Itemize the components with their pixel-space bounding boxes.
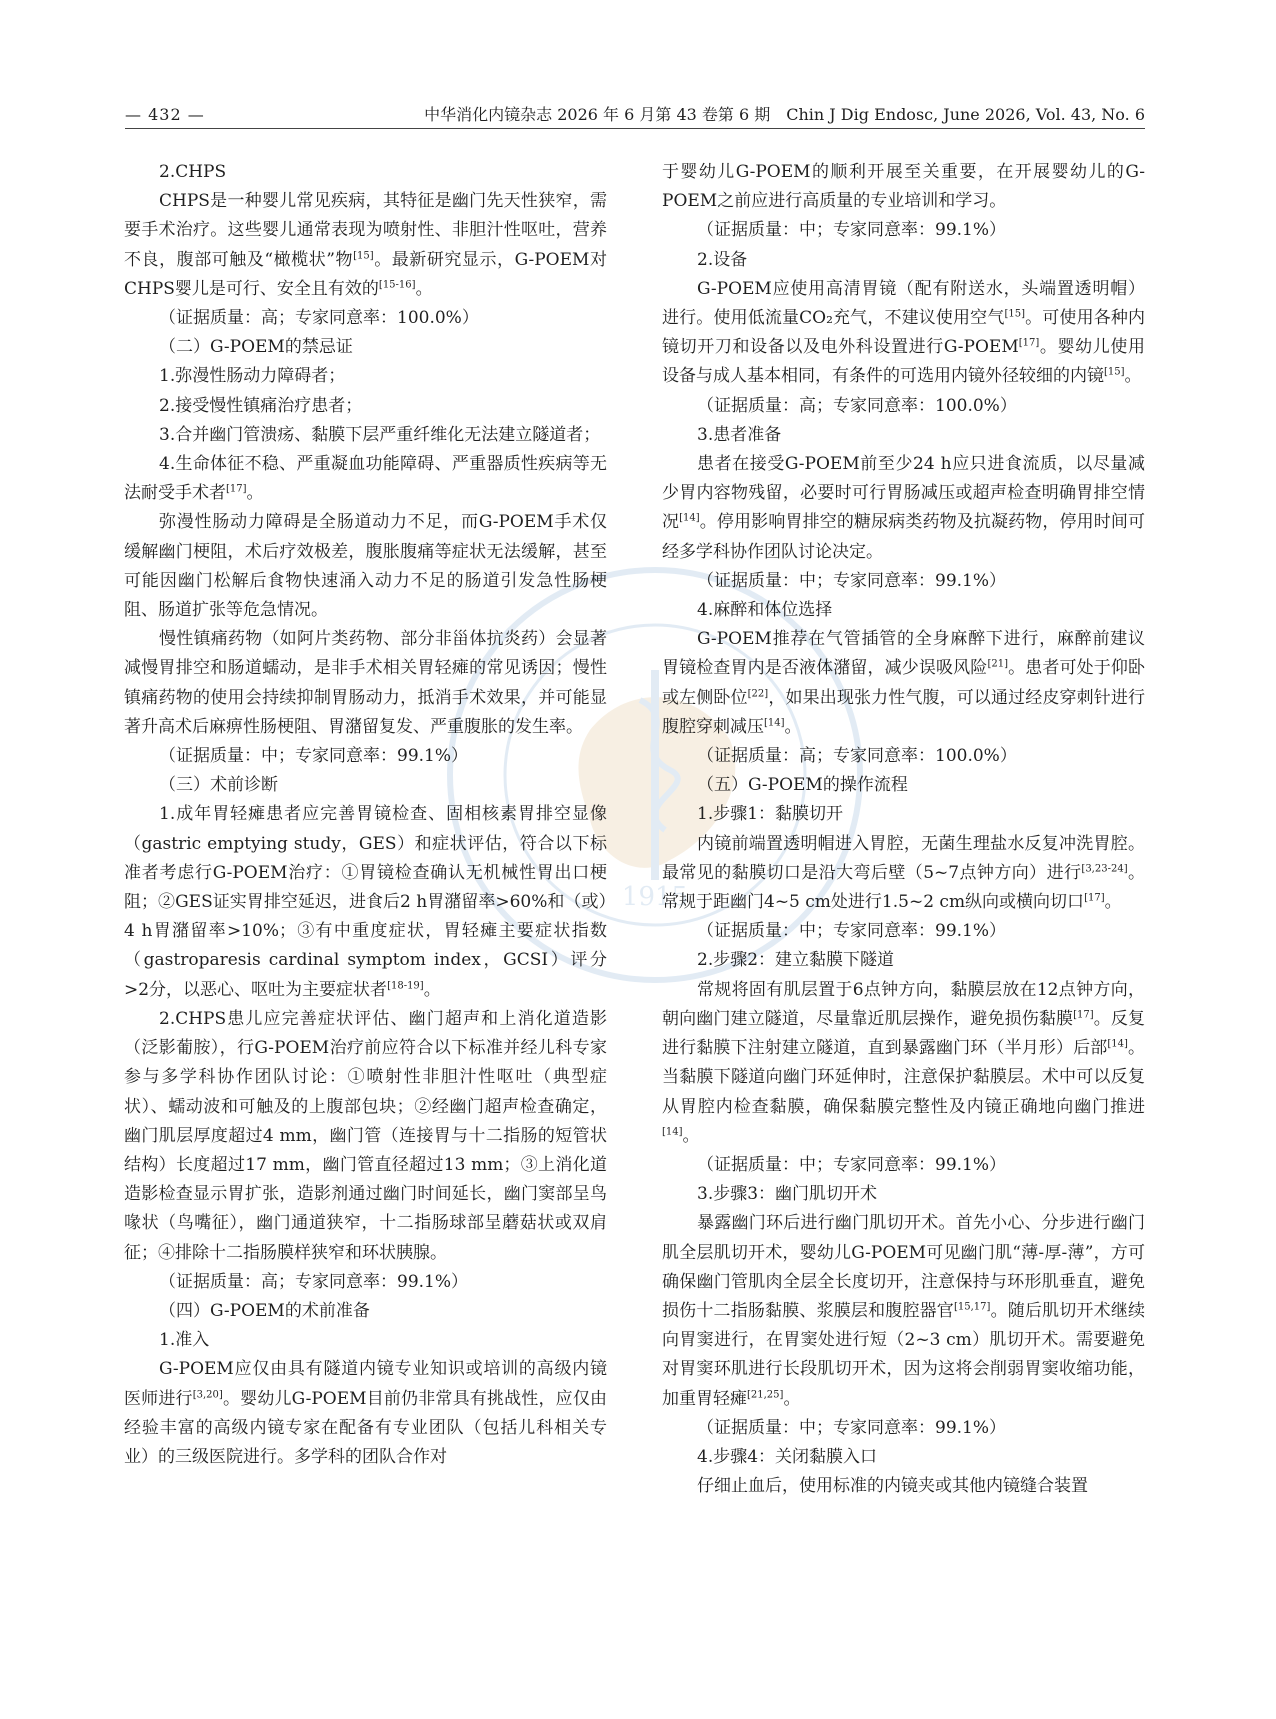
paragraph-text: （证据质量：高；专家同意率：100.0%）	[697, 395, 1017, 416]
paragraph	[662, 246, 1145, 275]
citation-ref: [14]	[662, 1126, 683, 1138]
paragraph	[662, 1180, 1145, 1209]
citation-ref: [17]	[1084, 892, 1105, 904]
paragraph	[124, 187, 607, 304]
paragraph-text: G-POEM应仅由具有隧道内镜专业知识或培训的高级内镜医师进行	[124, 1359, 607, 1409]
paragraph	[124, 392, 607, 421]
paragraph-text: （三）术前诊断	[159, 775, 278, 796]
paragraph-text: 3.步骤3：幽门肌切开术	[697, 1184, 878, 1205]
paragraph	[662, 392, 1145, 421]
paragraph	[662, 421, 1145, 450]
paragraph-text: （证据质量：中；专家同意率：99.1%）	[697, 1417, 1007, 1438]
paragraph	[124, 800, 607, 1004]
paragraph	[662, 158, 1145, 216]
paragraph-text: 。婴幼儿使用设备与成人基本相同，有条件的可选用内镜外径较细的内镜	[662, 337, 1145, 387]
paragraph-text: 2.设备	[697, 249, 748, 270]
right-column	[662, 158, 1145, 1658]
citation-ref: [17]	[1018, 337, 1040, 349]
paragraph-text: 弥漫性肠动力障碍是全肠道动力不足，而G-POEM手术仅缓解幽门梗阻，术后疗效极差，腹胀腹痛等症状无法缓解，甚至可能因幽门松解后食物快速涌入动力不足的肠道引发急性肠梗阻、肠道扩张等危急情况。	[124, 512, 607, 621]
paragraph-text: 4.生命体征不稳、严重凝血功能障碍、严重器质性疾病等无法耐受手术者	[124, 454, 607, 504]
left-column	[124, 158, 607, 1658]
paragraph	[124, 742, 607, 771]
paragraph-text: G-POEM推荐在气管插管的全身麻醉下进行，麻醉前建议胃镜检查胃内是否液体潴留，减少误吸风险	[662, 629, 1145, 679]
paragraph	[124, 362, 607, 391]
paragraph-text: 慢性镇痛药物（如阿片类药物、部分非甾体抗炎药）会显著减慢胃排空和肠道蠕动，是非手术相关胃轻瘫的常见诱因；慢性镇痛药物的使用会持续抑制胃肠动力，抵消手术效果，并可能显著升高术后麻痹性肠梗阻、胃潴留复发、严重腹胀的发生率。	[124, 629, 607, 737]
paragraph-text: （证据质量：中；专家同意率：99.1%）	[697, 570, 1007, 591]
citation-ref: [15]	[353, 249, 374, 261]
paragraph	[124, 333, 607, 362]
paragraph-text: 。	[783, 1388, 801, 1409]
paragraph	[662, 275, 1145, 392]
paragraph-text: ，如果出现张力性气腹，可以通过经皮穿刺针进行腹腔穿刺减压	[662, 687, 1146, 737]
citation-ref: [14]	[764, 717, 785, 729]
paragraph-text: 于婴幼儿G-POEM的顺利开展至关重要，在开展婴幼儿的G-POEM之前应进行高质量的专业培训和学习。	[662, 162, 1145, 212]
paragraph	[662, 450, 1145, 567]
paragraph	[662, 625, 1145, 742]
paragraph-text: 仔细止血后，使用标准的内镜夹或其他内镜缝合装置	[697, 1476, 1088, 1497]
paragraph-text: 。	[1124, 366, 1142, 387]
citation-ref: [21,25]	[747, 1388, 784, 1400]
paragraph	[124, 421, 607, 450]
paragraph-text: （四）G-POEM的术前准备	[159, 1300, 370, 1321]
paragraph	[124, 1326, 607, 1355]
paragraph-text: 2.CHPS患儿应完善症状评估、幽门超声和上消化道造影（泛影葡胺），行G-POEM治疗前应符合以下标准并经儿科专家参与多学科协作团队讨论：①喷射性非胆汁性呕吐（典型症状）、蠕动波和可触及的上腹部包块；②经幽门超声检查确定，幽门肌层厚度超过4 mm，幽门管（连接胃与十二指肠的短管状结构）长度超过17 mm，幽门管直径超过13 mm；③上消化道造影检查显示胃扩张，造影剂通过幽门时间延长，幽门窦部呈鸟喙状（鸟嘴征），幽门通道狭窄，十二指肠球部呈蘑菇状或双肩征；④排除十二指肠膜样狭窄和环状胰腺。	[124, 1008, 607, 1263]
paragraph-text: 。	[1104, 892, 1122, 913]
paragraph-text: 。停用影响胃排空的糖尿病类药物及抗凝药物，停用时间可经多学科协作团队讨论决定。	[662, 512, 1146, 562]
paragraph	[662, 946, 1145, 975]
citation-ref: [14]	[679, 512, 700, 524]
paragraph-text: （证据质量：高；专家同意率：100.0%）	[697, 746, 1017, 767]
paragraph	[124, 771, 607, 800]
citation-ref: [15-16]	[378, 279, 416, 291]
citation-ref: [15]	[1004, 308, 1025, 320]
paragraph	[124, 158, 607, 187]
paragraph-text: 2.CHPS	[159, 162, 227, 182]
paragraph-text: 2.接受慢性镇痛治疗患者；	[159, 395, 363, 416]
paragraph-text: 。可使用各种内镜切开刀和设备以及电外科设置进行G-POEM	[662, 308, 1145, 358]
paragraph	[662, 771, 1145, 800]
paragraph-text: CHPS是一种婴儿常见疾病，其特征是幽门先天性狭窄，需要手术治疗。这些婴儿通常表现为喷射性、非胆汁性呕吐，营养不良，腹部可触及“橄榄状”物	[124, 191, 607, 270]
paragraph	[662, 1472, 1145, 1501]
paragraph-text: G-POEM应使用高清胃镜（配有附送水，头端置透明帽）进行。使用低流量CO₂充气，不建议使用空气	[662, 278, 1145, 329]
paragraph-text: （证据质量：高；专家同意率：99.1%）	[159, 1271, 469, 1292]
paragraph-text: 。	[423, 979, 441, 1000]
paragraph-text: 3.患者准备	[697, 424, 782, 445]
paragraph-text: 1.成年胃轻瘫患者应完善胃镜检查、固相核素胃排空显像（gastric emptying study，GES）和症状评估，符合以下标准者考虑行G-POEM治疗：①胃镜检查确认无机械性胃出口梗阻；②GES证实胃排空延迟，进食后2 h胃潴留率>60%和（或）4 h胃潴留率>10%；③有中重度症状，胃轻瘫主要症状指数（gastroparesis cardinal symptom index，GCSI）评分>2分，以恶心、呕吐为主要症状者	[124, 804, 607, 1000]
paragraph-text: （证据质量：中；专家同意率：99.1%）	[159, 746, 469, 767]
citation-ref: [18-19]	[387, 980, 424, 992]
paragraph-text: 4.步骤4：关闭黏膜入口	[697, 1446, 878, 1467]
paragraph	[124, 1268, 607, 1297]
paragraph-text: 2.步骤2：建立黏膜下隧道	[697, 950, 895, 971]
paragraph	[124, 1005, 607, 1268]
paragraph-text: 。常规于距幽门4~5 cm处进行1.5~2 cm纵向或横向切口	[662, 862, 1146, 913]
paragraph-text: （证据质量：高；专家同意率：100.0%）	[159, 308, 479, 329]
paragraph	[662, 567, 1145, 596]
citation-ref: [15,17]	[953, 1301, 991, 1313]
paragraph	[662, 216, 1145, 245]
page-number: — 432 —	[125, 105, 205, 124]
paragraph-text: 。	[415, 278, 433, 299]
paragraph-text: （证据质量：中；专家同意率：99.1%）	[697, 1154, 1007, 1175]
paragraph	[662, 1151, 1145, 1180]
citation-ref: [3,20]	[192, 1388, 223, 1400]
paragraph-text: 1.准入	[159, 1330, 210, 1351]
paragraph	[662, 596, 1145, 625]
paragraph-text: （证据质量：中；专家同意率：99.1%）	[697, 220, 1007, 241]
paragraph	[662, 742, 1145, 771]
paragraph	[662, 917, 1145, 946]
paragraph	[662, 1414, 1145, 1443]
citation-ref: [17]	[1073, 1009, 1094, 1021]
paragraph-text: 。婴幼儿G-POEM目前仍非常具有挑战性，应仅由经验丰富的高级内镜专家在配备有专业团队（包括儿科相关专业）的三级医院进行。多学科的团队合作对	[124, 1388, 607, 1467]
paragraph-text: 1.弥漫性肠动力障碍者；	[159, 366, 346, 387]
paragraph-text: 。最新研究显示，G-POEM对CHPS婴儿是可行、安全且有效的	[124, 249, 607, 299]
paragraph	[124, 304, 607, 333]
paragraph-text: 。反复进行黏膜下注射建立隧道，直到暴露幽门环（半月形）后部	[662, 1008, 1146, 1059]
paragraph-text: 4.麻醉和体位选择	[697, 600, 833, 621]
paragraph-text: 患者在接受G-POEM前至少24 h应只进食流质，以尽量减少胃内容物残留，必要时可行胃肠减压或超声检查明确胃排空情况	[662, 454, 1145, 533]
citation-ref: [17]	[226, 483, 247, 495]
paragraph-text: （五）G-POEM的操作流程	[697, 775, 908, 796]
paragraph-text: 3.合并幽门管溃疡、黏膜下层严重纤维化无法建立隧道者；	[159, 424, 601, 445]
paragraph-text: 内镜前端置透明帽进入胃腔，无菌生理盐水反复冲洗胃腔。最常见的黏膜切口是沿大弯后壁（5~7点钟方向）进行	[662, 833, 1145, 883]
paragraph-text: 。随后肌切开术继续向胃窦进行，在胃窦处进行短（2~3 cm）肌切开术。需要避免对胃窦环肌进行长段肌切开术，因为这将会削弱胃窦收缩功能，加重胃轻瘫	[662, 1300, 1146, 1409]
citation-ref: [22]	[747, 688, 769, 699]
paragraph	[662, 976, 1145, 1151]
citation-ref: [15]	[1104, 366, 1125, 378]
running-header	[125, 100, 1145, 130]
paragraph	[662, 1443, 1145, 1472]
citation-ref: [21]	[987, 658, 1008, 670]
journal-citation: 中华消化内镜杂志 2026 年 6 月第 43 卷第 6 期 Chin J Dig Endosc, June 2026, Vol. 43, No. 6	[424, 105, 1145, 124]
paragraph	[662, 1209, 1145, 1413]
header-rule	[125, 128, 1145, 129]
paragraph-text: （证据质量：中；专家同意率：99.1%）	[697, 921, 1007, 942]
paragraph-text: 1.步骤1：黏膜切开	[697, 804, 844, 825]
paragraph	[662, 830, 1145, 918]
citation-ref: [14]	[1107, 1038, 1128, 1050]
paragraph-text: 常规将固有肌层置于6点钟方向，黏膜层放在12点钟方向，朝向幽门建立隧道，尽量靠近肌层操作，避免损伤黏膜	[662, 979, 1145, 1029]
paragraph-text: 。当黏膜下隧道向幽门环延伸时，注意保护黏膜层。术中可以反复从胃腔内检查黏膜，确保黏膜完整性及内镜正确地向幽门推进	[662, 1038, 1146, 1117]
paragraph	[124, 508, 607, 625]
paragraph	[124, 1355, 607, 1472]
paragraph-text: 。	[246, 483, 264, 504]
paragraph-text: 暴露幽门环后进行幽门肌切开术。首先小心、分步进行幽门肌全层肌切开术，婴幼儿G-POEM可见幽门肌“薄-厚-薄”，方可确保幽门管肌肉全层全长度切开，注意保持与环形肌垂直，避免损伤十二指肠黏膜、浆膜层和腹腔器官	[662, 1213, 1145, 1321]
paragraph-text: 。	[784, 716, 802, 737]
citation-ref: [3,23-24]	[1081, 863, 1128, 875]
paragraph	[124, 625, 607, 742]
paragraph	[124, 450, 607, 508]
paragraph-text: 。患者可处于仰卧或左侧卧位	[662, 658, 1146, 708]
paragraph	[662, 800, 1145, 829]
svg-text:1915: 1915	[621, 882, 689, 912]
paragraph-text: （二）G-POEM的禁忌证	[159, 337, 353, 358]
paragraph	[124, 1297, 607, 1326]
paragraph-text: 。	[682, 1125, 700, 1146]
